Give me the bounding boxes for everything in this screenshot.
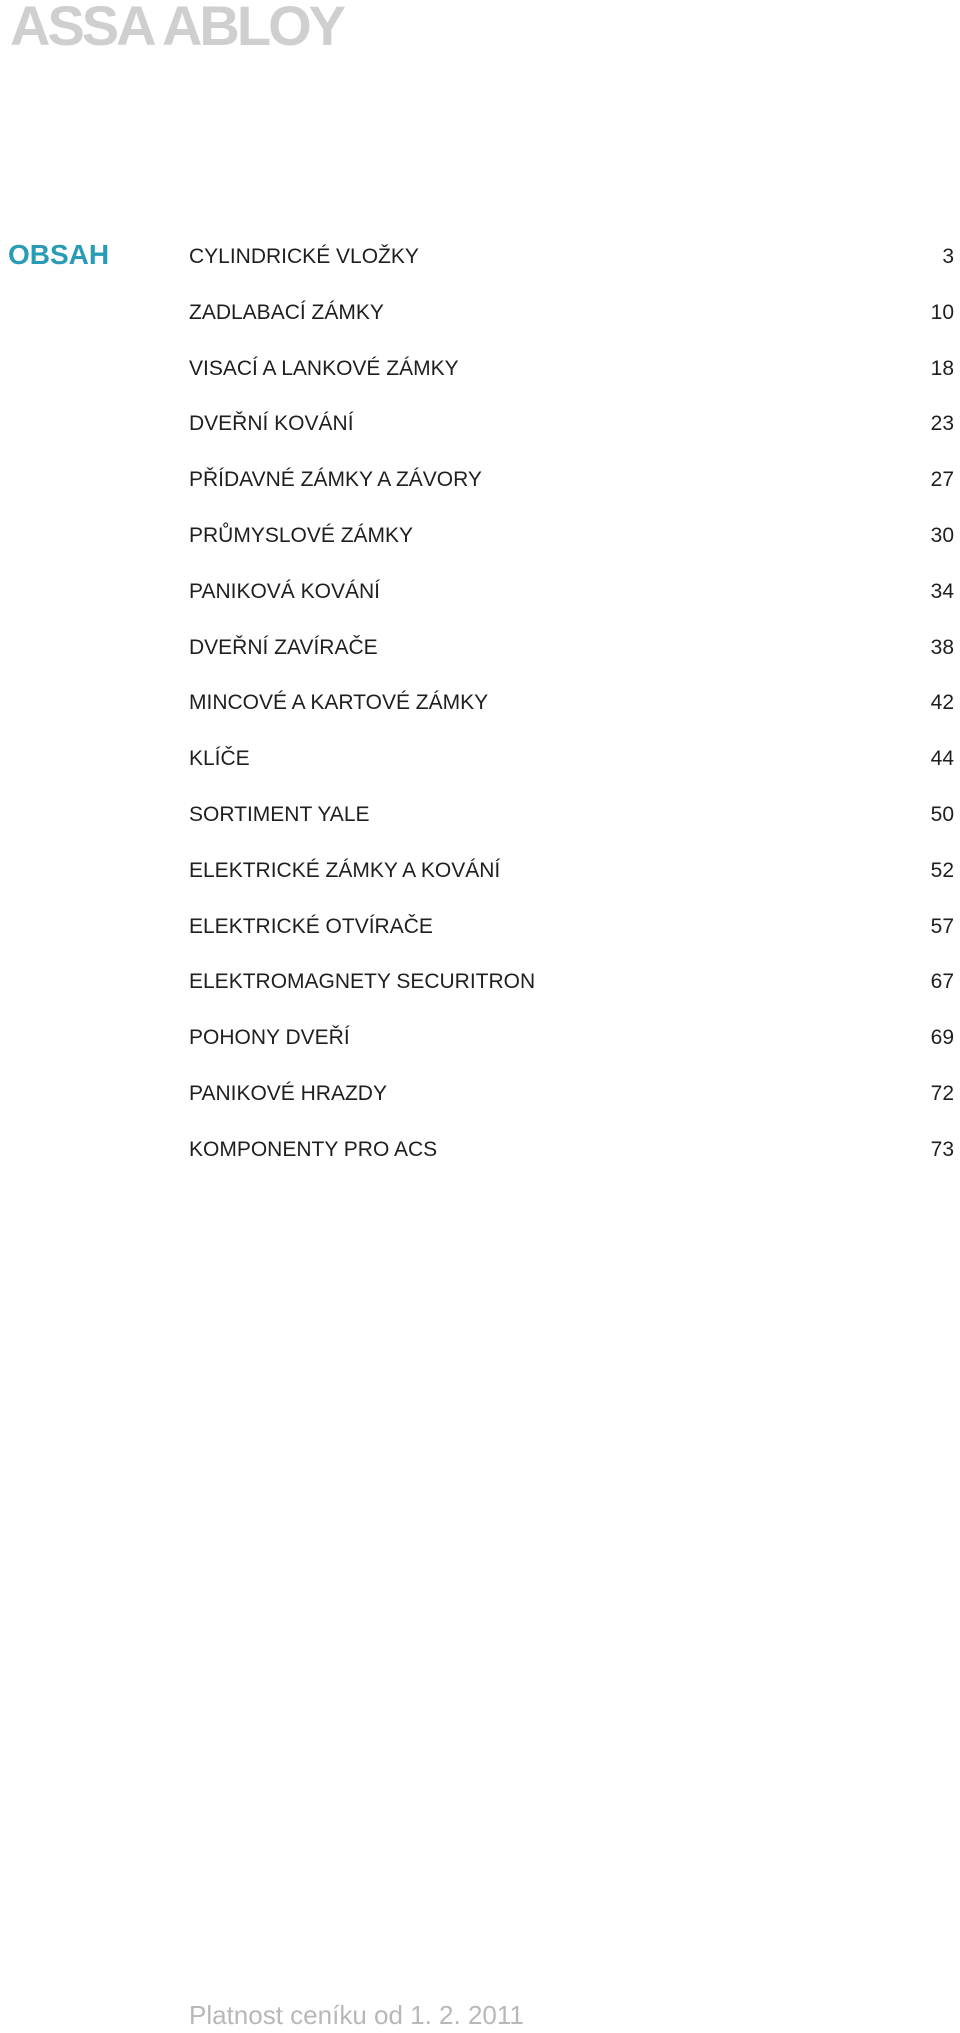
toc-item-page: 42: [930, 691, 954, 715]
toc-item: [189, 523, 954, 579]
toc-title: OBSAH: [8, 239, 110, 270]
toc-item-label: ELEKTROMAGNETY SECURITRON: [189, 970, 536, 994]
toc-item-label: PRŮMYSLOVÉ ZÁMKY: [189, 523, 414, 547]
toc-item: [189, 858, 954, 914]
toc-item: [189, 690, 954, 746]
toc-item-page: 23: [930, 412, 954, 436]
toc-item-label: ELEKTRICKÉ OTVÍRAČE: [189, 914, 433, 938]
toc-item-page: 38: [930, 635, 954, 659]
toc-item: [189, 969, 954, 1025]
toc-item-label: DVEŘNÍ ZAVÍRAČE: [189, 635, 378, 659]
table-of-contents: [189, 244, 954, 1193]
toc-item-label: PANIKOVÁ KOVÁNÍ: [189, 579, 380, 603]
toc-item-page: 44: [930, 747, 954, 771]
toc-item: [189, 411, 954, 467]
toc-item-label: POHONY DVEŘÍ: [189, 1026, 350, 1050]
toc-item-label: PANIKOVÉ HRAZDY: [189, 1081, 387, 1105]
toc-item: [189, 1081, 954, 1137]
toc-item-label: KOMPONENTY PRO ACS: [189, 1137, 438, 1161]
toc-item-page: 57: [930, 914, 954, 938]
toc-item: [189, 579, 954, 635]
toc-item: [189, 300, 954, 356]
toc-item-page: 50: [930, 802, 954, 826]
toc-item-label: SORTIMENT YALE: [189, 802, 370, 826]
toc-item: [189, 746, 954, 802]
toc-item-page: 73: [930, 1137, 954, 1161]
toc-item-page: 67: [930, 970, 954, 994]
toc-item-label: PŘÍDAVNÉ ZÁMKY A ZÁVORY: [189, 468, 482, 492]
toc-item-page: 69: [930, 1026, 954, 1050]
toc-item: [189, 1137, 954, 1193]
toc-item: [189, 244, 954, 300]
toc-item-label: ELEKTRICKÉ ZÁMKY A KOVÁNÍ: [189, 858, 501, 882]
toc-item: [189, 467, 954, 523]
toc-item-label: KLÍČE: [189, 747, 250, 771]
toc-item-page: 52: [930, 858, 954, 882]
toc-item-page: 34: [930, 579, 954, 603]
toc-item: [189, 635, 954, 691]
toc-item-label: CYLINDRICKÉ VLOŽKY: [189, 245, 419, 268]
toc-item-label: ZADLABACÍ ZÁMKY: [189, 300, 384, 324]
toc-item: [189, 356, 954, 412]
toc-item-label: DVEŘNÍ KOVÁNÍ: [189, 412, 354, 436]
price-list-validity: Platnost ceníku od 1. 2. 2011: [189, 2000, 524, 2030]
toc-item: [189, 1025, 954, 1081]
toc-item-page: 18: [930, 356, 954, 380]
toc-item-page: 3: [942, 245, 954, 268]
toc-item: [189, 914, 954, 970]
toc-item: [189, 802, 954, 858]
toc-item-page: 30: [930, 523, 954, 547]
toc-item-page: 72: [930, 1081, 954, 1105]
toc-item-label: MINCOVÉ A KARTOVÉ ZÁMKY: [189, 691, 489, 715]
brand-logo: ASSA ABLOY: [10, 0, 343, 57]
toc-item-page: 10: [930, 300, 954, 324]
toc-item-page: 27: [930, 468, 954, 492]
toc-item-label: VISACÍ A LANKOVÉ ZÁMKY: [189, 356, 459, 380]
